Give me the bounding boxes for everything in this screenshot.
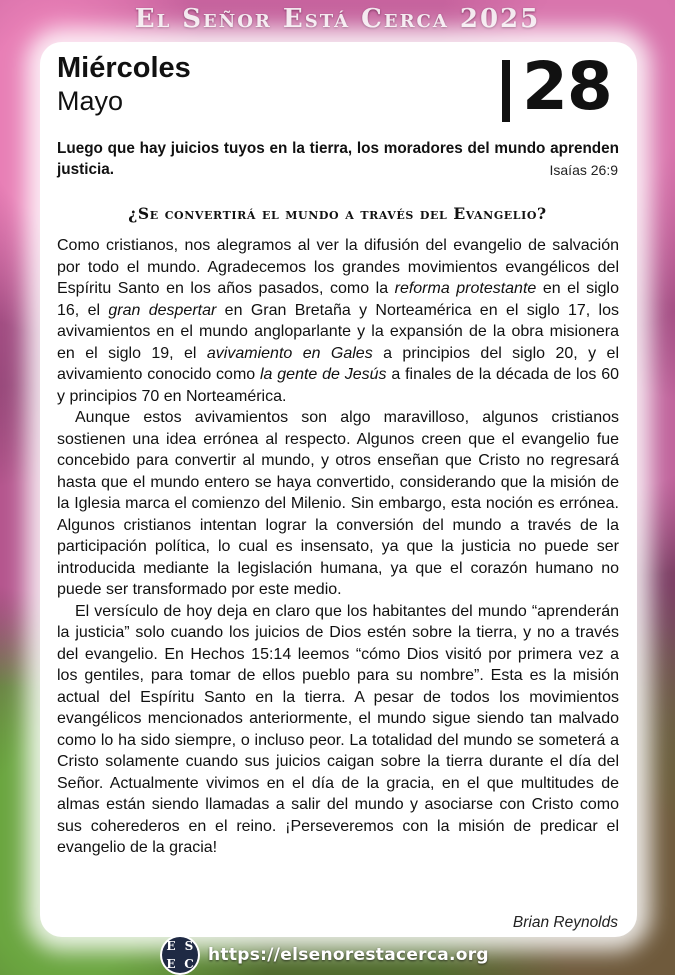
article-title: ¿Se convertirá el mundo a través del Evangelio?: [128, 204, 547, 223]
text-run: a finales de la década de los 60 y principios 70 en Norteamérica.: [57, 366, 620, 405]
italic-phrase: avivamiento en Gales: [206, 344, 373, 362]
logo-letter: C: [184, 957, 194, 971]
logo-letter: E: [166, 957, 176, 971]
logo-icon: [162, 937, 198, 973]
day-number: 28: [522, 48, 612, 125]
text-run: en el siglo 16, el: [57, 280, 620, 319]
website-link[interactable]: https://elsenorestacerca.org: [208, 945, 489, 965]
day-divider: [502, 60, 510, 122]
logo-letter: E: [166, 939, 176, 953]
paragraph-2: Aunque estos avivamientos son algo maravilloso, algunos cristianos sostienen una idea errónea al respecto. Algunos creen que el evangelio fue concebido para convertir al mundo, y otros enseñan que Cristo no regresará hasta que el mundo entero se haya convertido, considerando que la misión de la Iglesia marca el comienzo del Milenio. Sin embargo, esta noción es errónea. Algunos cristianos intentan lograr la conversión del mundo a través de la participación política, lo cual es insensato, ya que la justicia no puede ser introducida mediante la legislación humana, ya que el corazón humano no puede ser transformado por este medio.: [57, 409, 619, 598]
paragraph-3: El versículo de hoy deja en claro que los habitantes del mundo “aprenderán la justicia” solo cuando los juicios de Dios estén sobre la tierra, y no a través del evangelio. En Hechos 15:14 leemos “cómo Dios visitó por primera vez a los gentiles, para tomar de ellos pueblo para su nombre”. Esta es la misión actual del Espíritu Santo en la tierra. A pesar de todos los movimientos evangélicos mencionados anteriormente, el mundo sigue siendo tan malvado como lo ha sido siempre, o incluso peor. La totalidad del mundo se someterá a Cristo solamente cuando sus juicios caigan sobre la tierra durante el día del Señor. Actualmente vivimos en el día de la gracia, en el que multitudes de almas están siendo llamadas a salir del mundo y asociarse con Cristo como sus coherederos en el reino. ¡Perseveremos con la misión de predicar el evangelio de la gracia!: [57, 602, 619, 856]
month: Mayo: [57, 86, 124, 116]
verse-text: Luego que hay juicios tuyos en la tierra, los moradores del mundo aprenden justicia.: [57, 140, 619, 178]
italic-phrase: gran despertar: [108, 301, 217, 319]
italic-phrase: reforma protestante: [394, 280, 537, 297]
text-run: a principios del siglo 20, y el avivamiento conocido como: [57, 344, 620, 383]
article-body: [57, 235, 619, 859]
italic-phrase: la gente de Jesús: [260, 366, 387, 383]
verse-reference: Isaías 26:9: [549, 162, 618, 178]
text-run: Como cristianos, nos alegramos al ver la difusión del evangelio de salvación por todo el mundo. Agradecemos los grandes movimientos evangélicos del Espíritu Santo en los años pasados, como la: [57, 237, 619, 297]
text-run: en Gran Bretaña y Norteamérica en el siglo 17, los avivamientos en el mundo angloparlante y la expansión de la obra misionera en el siglo 19, el: [57, 301, 620, 362]
footer: [162, 936, 489, 974]
header-title: El Señor Está Cerca 2025: [134, 4, 541, 34]
logo-letter: S: [184, 939, 194, 953]
paragraph-1: [57, 235, 619, 407]
author: Brian Reynolds: [512, 914, 618, 931]
weekday: Miércoles: [57, 52, 191, 84]
